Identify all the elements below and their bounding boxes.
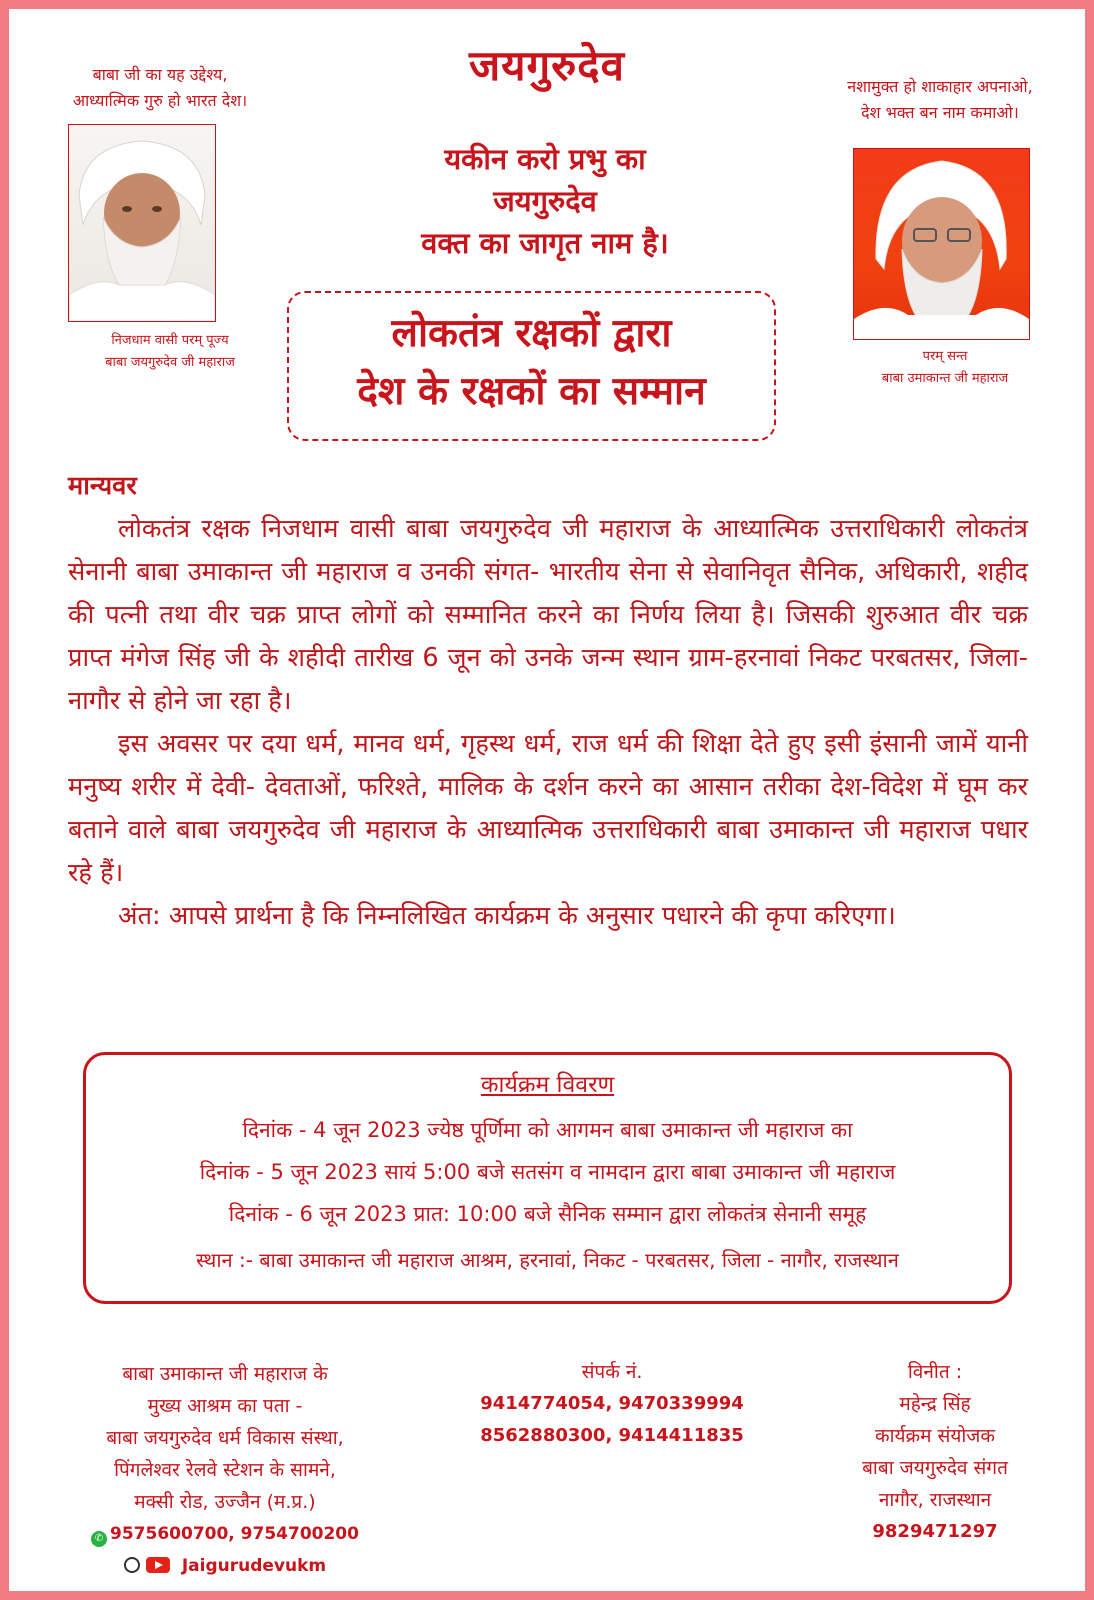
headline-line: देश के रक्षकों का सम्मान [357,369,706,414]
portrait-baba-jaigurudev [68,124,216,322]
caption-line: बाबा जयगुरुदेव जी महाराज [105,355,235,370]
paragraph: लोकतंत्र रक्षक निजधाम वासी बाबा जयगुरुदेव जी महाराज के आध्यात्मिक उत्तराधिकारी लोकतंत्र सेनानी बाबा उमाकान्त जी महाराज व उनकी संगत- भारतीय सेना से सेवानिवृत सैनिक, अधिकारी, शहीद की पत्नी तथा वीर चक्र प्राप्त लोगों को सम्मानित करने का निर्णय लिया है। जिसकी शुरुआत वीर चक्र प्राप्त मंगेज सिंह जी के शहीदी तारीख 6 जून को उनके जन्म स्थान ग्राम-हरनावां निकट परबतसर, जिला-नागौर से होने जा रहा है। [68,514,1028,716]
whatsapp-icon: ✆ [91,1531,107,1547]
signatory-place: नागौर, राजस्थान [878,1489,992,1511]
youtube-icon [146,1557,170,1573]
globe-icon [124,1557,140,1573]
tagline-line: यकीन करो प्रभु का [444,142,646,176]
address-line: बाबा उमाकान्त जी महाराज के [122,1363,328,1385]
headline [287,305,776,421]
whatsapp-numbers: 9575600700, 9754700200 [110,1524,359,1544]
contact-block [462,1356,762,1452]
caption-line: परम् सन्त [922,349,968,364]
signatory-phone: 9829471297 [872,1521,998,1542]
whatsapp-line [60,1518,390,1550]
humble-label: विनीत : [907,1361,963,1383]
address-line: मक्सी रोड, उज्जैन (म.प्र.) [134,1491,316,1513]
page-title: जयगुरुदेव [469,41,625,90]
caption-line: देश भक्त बन नाम कमाओ। [861,103,1019,122]
signatory-name: महेन्द्र सिंह [899,1393,971,1415]
caption-line: बाबा जी का यह उद्देश्य, [92,65,228,84]
tagline-line: वक्त का जागृत नाम है। [421,226,669,260]
contact-numbers: 8562880300, 9414411835 [480,1425,744,1446]
signatory-role: कार्यक्रम संयोजक [874,1425,995,1447]
top-left-caption [20,62,300,114]
programme-venue: स्थान :- बाबा उमाकान्त जी महाराज आश्रम, हरनावां, निकट - परबतसर, जिला - नागौर, राजस्थान [196,1248,899,1272]
programme-line: दिनांक - 6 जून 2023 प्रात: 10:00 बजे सैनिक सम्मान द्वारा लोकतंत्र सेनानी समूह [228,1202,867,1226]
portrait-baba-umakant [853,148,1030,340]
caption-line: नशामुक्त हो शाकाहार अपनाओ, [847,77,1033,96]
left-photo-caption [40,330,300,374]
address-line: बाबा जयगुरुदेव धर्म विकास संस्था, [106,1427,344,1449]
ashram-address [60,1358,390,1582]
tagline-line: जयगुरुदेव [493,184,597,218]
programme-line: दिनांक - 4 जून 2023 ज्येष्ठ पूर्णिमा को आगमन बाबा उमाकान्त जी महाराज का [242,1118,853,1142]
programme-title: कार्यक्रम विवरण [480,1072,615,1098]
contact-label: संपर्क नं. [581,1361,643,1383]
paragraph: इस अवसर पर दया धर्म, मानव धर्म, गृहस्थ धर्म, राज धर्म की शिक्षा देते हुए इसी इंसानी जामें यानी मनुष्य शरीर में देवी- देवताओं, फरिश्ते, मालिक के दर्शन करने का आसान तरीका देश-विदेश में घूम कर बताने वाले बाबा जयगुरुदेव जी महाराज के आध्यात्मिक उत्तराधिकारी बाबा उमाकान्त जी महाराज पधार रहे हैं। [68,729,1028,888]
programme-line: दिनांक - 5 जून 2023 सायं 5:00 बजे सतसंग व नामदान द्वारा बाबा उमाकान्त जी महाराज [199,1160,896,1184]
tagline [330,138,760,264]
headline-line: लोकतंत्र रक्षकों द्वारा [391,311,672,356]
salutation: मान्यवर [68,471,137,501]
top-right-caption [800,74,1080,126]
caption-line: निजधाम वासी परम् पूज्य [111,333,229,348]
caption-line: बाबा उमाकान्त जी महाराज [881,371,1009,386]
letter-body [68,465,1028,938]
address-line: मुख्य आश्रम का पता - [147,1395,303,1417]
contact-numbers: 9414774054, 9470339994 [480,1393,744,1414]
paragraph: अंत: आपसे प्रार्थना है कि निम्नलिखित कार्यक्रम के अनुसार पधारने की कृपा करिएगा। [118,901,896,931]
social-handle: Jaigurudevukm [181,1556,327,1576]
social-line [60,1550,390,1582]
right-photo-caption [815,346,1075,390]
address-line: पिंगलेश्वर रेलवे स्टेशन के सामने, [114,1459,336,1481]
signatory-block [810,1356,1060,1548]
signatory-org: बाबा जयगुरुदेव संगत [862,1457,1008,1479]
caption-line: आध्यात्मिक गुरु हो भारत देश। [72,91,248,110]
